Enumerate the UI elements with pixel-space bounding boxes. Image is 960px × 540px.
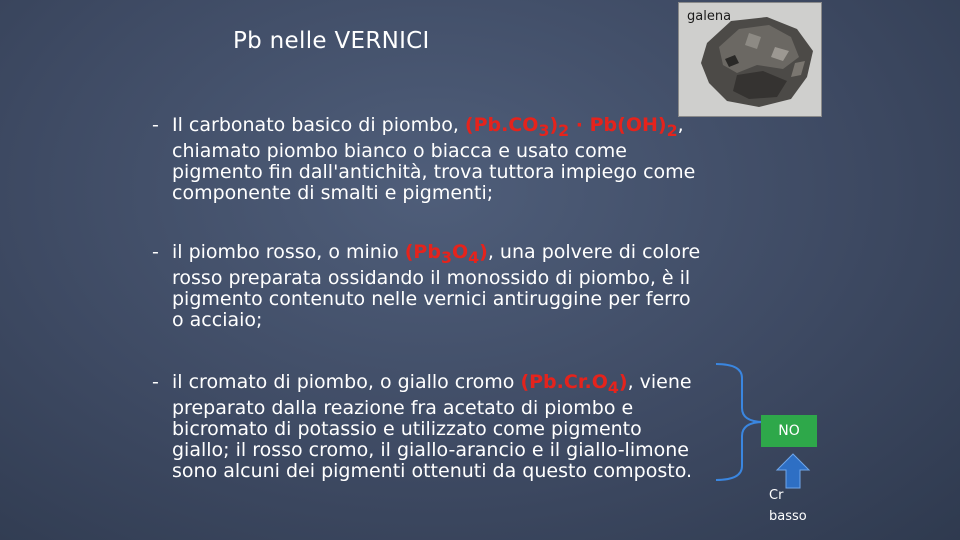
text-segment: il piombo rosso, o minio: [172, 241, 405, 263]
formula-segment: 3: [440, 247, 452, 267]
formula-segment: · Pb(OH): [569, 114, 667, 136]
text-segment: il cromato di piombo, o giallo cromo: [172, 371, 521, 393]
text-segment: Il carbonato basico di piombo,: [172, 114, 465, 136]
text-segment: pigmento fin dall'antichità, trova tuttora impiego come: [172, 160, 696, 183]
no-badge: NO: [761, 415, 817, 447]
bullet-line: [172, 372, 762, 398]
cr-label: Cr: [769, 488, 784, 503]
text-segment: , viene: [627, 371, 692, 393]
text-segment: o acciaio;: [172, 308, 263, 331]
bullet-text: [172, 242, 762, 331]
text-segment: pigmento contenuto nelle vernici antiruggine per ferro: [172, 287, 691, 310]
formula-segment: 4: [607, 377, 619, 397]
curly-bracket-icon: [712, 360, 768, 484]
formula-segment: 2: [558, 120, 570, 140]
formula-segment: (Pb.Cr.O: [520, 371, 608, 393]
bullet-line: [172, 115, 762, 141]
text-segment: chiamato piombo bianco o biacca e usato come: [172, 139, 627, 162]
formula-segment: ): [479, 241, 488, 263]
bullet-dash: -: [152, 371, 159, 393]
bullet-line: [172, 141, 762, 162]
formula-segment: ): [618, 371, 628, 393]
bullet-line: [172, 440, 762, 461]
bullet-text: [172, 115, 762, 204]
formula-segment: 3: [538, 120, 550, 140]
up-arrow-icon: [775, 452, 811, 490]
bullet-line: [172, 242, 762, 268]
text-segment: ,: [677, 114, 684, 136]
text-segment: , una polvere di colore: [487, 241, 701, 263]
formula-segment: (Pb.CO: [464, 114, 539, 136]
formula-segment: ): [549, 114, 559, 136]
bullet-line: [172, 289, 762, 310]
text-segment: sono alcuni dei pigmenti ottenuti da questo composto.: [172, 459, 693, 482]
text-segment: rosso preparata ossidando il monossido di piombo, è il: [172, 266, 691, 289]
formula-segment: 4: [468, 247, 480, 267]
bullet-line: [172, 162, 762, 183]
formula-segment: O: [451, 241, 469, 263]
basso-label: basso: [769, 509, 807, 524]
formula-segment: 2: [666, 120, 678, 140]
bullet-line: [172, 183, 762, 204]
bullet-line: [172, 398, 762, 419]
photo-label: galena: [687, 9, 732, 24]
text-segment: giallo; il rosso cromo, il giallo-arancio e il giallo-limone: [172, 438, 689, 461]
bullet-text: [172, 372, 762, 482]
bullet-line: [172, 461, 762, 482]
bullet-line: [172, 310, 762, 331]
text-segment: bicromato di potassio e utilizzato come pigmento: [172, 417, 642, 440]
formula-segment: (Pb: [404, 241, 441, 263]
galena-photo: [678, 2, 822, 117]
bullet-dash: -: [152, 241, 159, 263]
slide-title: Pb nelle VERNICI: [233, 28, 430, 54]
bullet-dash: -: [152, 114, 159, 136]
text-segment: preparato dalla reazione fra acetato di piombo e: [172, 396, 634, 419]
text-segment: componente di smalti e pigmenti;: [172, 181, 494, 204]
bullet-line: [172, 419, 762, 440]
bullet-line: [172, 268, 762, 289]
